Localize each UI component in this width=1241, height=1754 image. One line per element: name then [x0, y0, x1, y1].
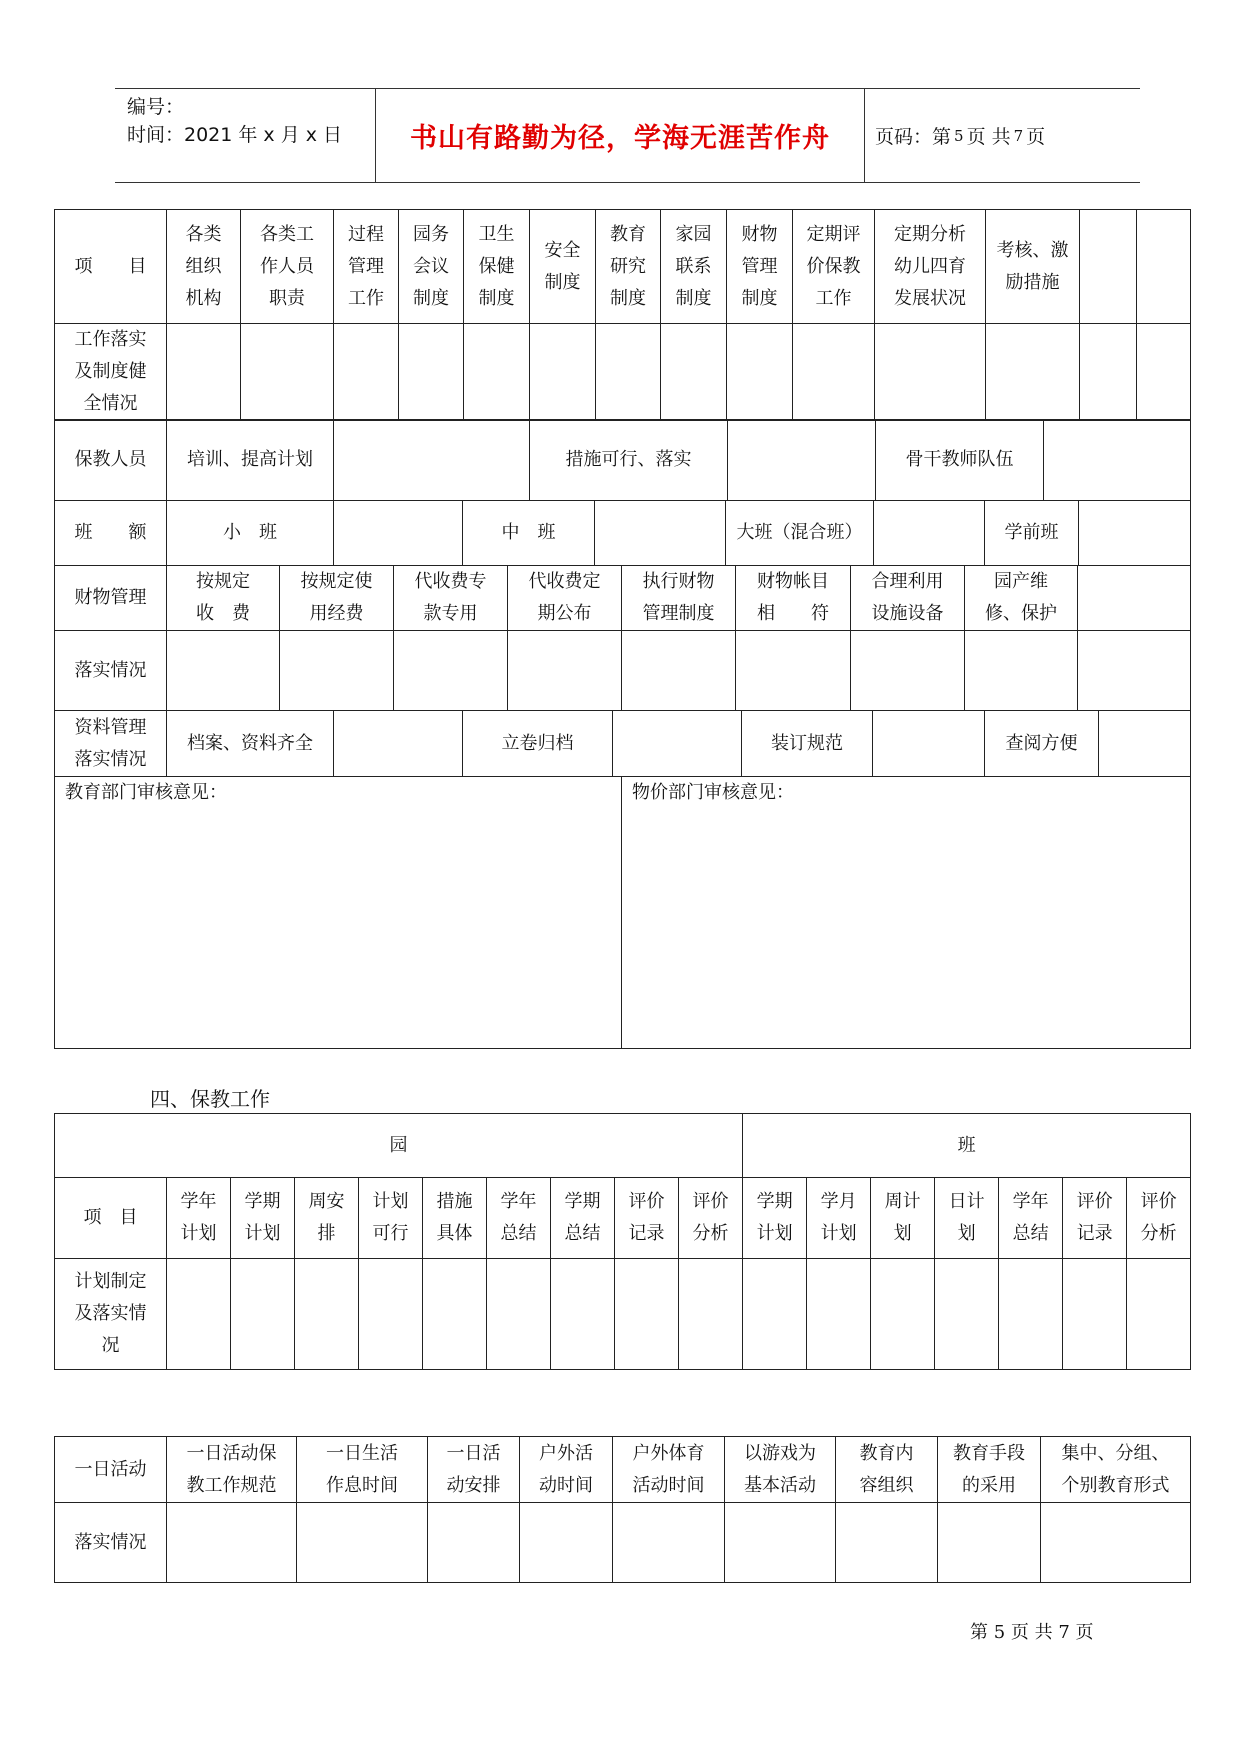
blank-cell [231, 1259, 295, 1370]
blank-cell [613, 711, 742, 777]
docs-binding: 装订规范 [742, 711, 873, 777]
blank-cell [167, 631, 280, 711]
class-middle: 中 班 [463, 501, 595, 566]
finance-col: 财物帐目 相 符 [736, 566, 851, 631]
daily-col: 集中、分组、 个别教育形式 [1041, 1437, 1191, 1503]
row-project [55, 210, 1191, 324]
blank-cell [986, 324, 1080, 421]
blank-cell [871, 1259, 935, 1370]
project-col: 各类 组织 机构 [167, 210, 241, 324]
blank-cell [595, 501, 726, 566]
docs-complete: 档案、资料齐全 [167, 711, 334, 777]
blank-cell [399, 324, 464, 421]
finance-col: 按规定使 用经费 [280, 566, 394, 631]
row-finance-impl [55, 631, 1191, 711]
row-plan [55, 1259, 1191, 1370]
docs-table [54, 710, 1191, 777]
finance-col: 代收费专 款专用 [394, 566, 508, 631]
row-class [55, 501, 1191, 566]
project-col: 各类工 作人员 职责 [241, 210, 334, 324]
daily-activity-table [54, 1436, 1191, 1583]
blank-cell [297, 1503, 428, 1583]
blank-cell [295, 1259, 359, 1370]
class-table [54, 500, 1191, 566]
blank-cell [423, 1259, 487, 1370]
daily-impl-label: 落实情况 [55, 1503, 167, 1583]
finance-col: 园产维 修、保护 [965, 566, 1078, 631]
row-staff [55, 420, 1191, 501]
finance-impl-label: 落实情况 [55, 631, 167, 711]
blank-cell [1099, 711, 1191, 777]
project-label: 项 目 [55, 210, 167, 324]
blank-cell [874, 501, 985, 566]
blank-cell [167, 1259, 231, 1370]
class-col: 评价 分析 [1127, 1178, 1191, 1259]
blank-cell [736, 631, 851, 711]
blank-cell [1137, 324, 1191, 421]
row-items [55, 1178, 1191, 1259]
class-col: 日计 划 [935, 1178, 999, 1259]
blank-cell [1041, 1503, 1191, 1583]
blank-cell [661, 324, 727, 421]
blank-cell [727, 324, 793, 421]
blank-cell [1137, 210, 1191, 324]
blank-cell [615, 1259, 679, 1370]
blank-cell [334, 501, 463, 566]
blank-cell [875, 324, 986, 421]
blank-cell [394, 631, 508, 711]
blank-cell [487, 1259, 551, 1370]
garden-col: 评价 记录 [615, 1178, 679, 1259]
garden-col: 计划 可行 [359, 1178, 423, 1259]
finance-table [54, 565, 1191, 711]
blank-cell [428, 1503, 520, 1583]
staff-class-table [54, 419, 1191, 501]
staff-backbone: 骨干教师队伍 [876, 420, 1044, 501]
items-label: 项 目 [55, 1178, 167, 1259]
class-large: 大班（混合班） [726, 501, 874, 566]
finance-col: 代收费定 期公布 [508, 566, 622, 631]
blank-cell [1127, 1259, 1191, 1370]
number-label: 编号： [127, 96, 185, 118]
garden-header: 园 [55, 1114, 743, 1178]
blank-cell [508, 631, 622, 711]
blank-cell [1080, 324, 1137, 421]
blank-cell [1044, 420, 1191, 501]
motto: 书山有路勤为径，学海无涯苦作舟 [375, 89, 865, 182]
page-num: 5 [954, 126, 964, 145]
blank-cell [359, 1259, 423, 1370]
blank-cell [965, 631, 1078, 711]
blank-cell [1063, 1259, 1127, 1370]
page-prefix: 页码：第 [875, 126, 952, 148]
page-mid: 页 共 [966, 126, 1011, 148]
blank-cell [725, 1503, 836, 1583]
garden-col: 评价 分析 [679, 1178, 743, 1259]
blank-cell [851, 631, 965, 711]
row-daily [55, 1437, 1191, 1503]
garden-col: 措施 具体 [423, 1178, 487, 1259]
page-header [115, 88, 1140, 183]
project-col: 教育 研究 制度 [596, 210, 661, 324]
class-col: 学期 计划 [743, 1178, 807, 1259]
daily-label: 一日活动 [55, 1437, 167, 1503]
garden-col: 学期 计划 [231, 1178, 295, 1259]
project-col: 考核、激 励措施 [986, 210, 1080, 324]
review-price: 物价部门审核意见： [622, 777, 1191, 1049]
class-small: 小 班 [167, 501, 334, 566]
finance-col: 按规定 收 费 [167, 566, 280, 631]
daily-col: 户外体育 活动时间 [613, 1437, 725, 1503]
blank-cell [873, 711, 985, 777]
row-review [55, 777, 1191, 1049]
daily-col: 一日活动保 教工作规范 [167, 1437, 297, 1503]
blank-cell [241, 324, 334, 421]
daily-col: 户外活 动时间 [520, 1437, 613, 1503]
blank-cell [167, 1503, 297, 1583]
class-col: 学年 总结 [999, 1178, 1063, 1259]
blank-cell [334, 711, 463, 777]
docs-label: 资料管理 落实情况 [55, 711, 167, 777]
blank-cell [613, 1503, 725, 1583]
project-col: 家园 联系 制度 [661, 210, 727, 324]
blank-cell [520, 1503, 613, 1583]
page-suffix: 页 [1026, 126, 1046, 148]
blank-cell [464, 324, 530, 421]
project-col: 园务 会议 制度 [399, 210, 464, 324]
class-col: 学月 计划 [807, 1178, 871, 1259]
blank-cell [679, 1259, 743, 1370]
review-edu: 教育部门审核意见： [55, 777, 622, 1049]
blank-cell [596, 324, 661, 421]
blank-cell [938, 1503, 1041, 1583]
time-label: 时间：2021 年 x 月 x 日 [127, 124, 343, 146]
header-meta [127, 93, 342, 149]
work-label: 工作落实 及制度健 全情况 [55, 324, 167, 421]
project-col: 安全 制度 [530, 210, 596, 324]
blank-cell [793, 324, 875, 421]
care-work-table [54, 1113, 1191, 1370]
project-col: 定期分析 幼儿四育 发展状况 [875, 210, 986, 324]
garden-col: 学年 总结 [487, 1178, 551, 1259]
docs-filing: 立卷归档 [463, 711, 613, 777]
class-col: 评价 记录 [1063, 1178, 1127, 1259]
project-col: 过程 管理 工作 [334, 210, 399, 324]
class-preschool: 学前班 [985, 501, 1079, 566]
finance-label: 财物管理 [55, 566, 167, 631]
finance-col: 执行财物 管理制度 [622, 566, 736, 631]
blank-cell [1078, 631, 1191, 711]
class-col: 周计 划 [871, 1178, 935, 1259]
blank-cell [1079, 501, 1191, 566]
project-col: 卫生 保健 制度 [464, 210, 530, 324]
row-docs [55, 711, 1191, 777]
section-title: 四、保教工作 [150, 1087, 270, 1111]
blank-cell [728, 420, 876, 501]
blank-cell [1080, 210, 1137, 324]
project-col: 财物 管理 制度 [727, 210, 793, 324]
row-finance [55, 566, 1191, 631]
daily-col: 一日活 动安排 [428, 1437, 520, 1503]
page-total: 7 [1013, 126, 1024, 145]
staff-training: 培训、提高计划 [167, 420, 334, 501]
blank-cell [167, 324, 241, 421]
project-col: 定期评 价保教 工作 [793, 210, 875, 324]
blank-cell [1078, 566, 1191, 631]
blank-cell [807, 1259, 871, 1370]
garden-col: 学年 计划 [167, 1178, 231, 1259]
row-scope [55, 1114, 1191, 1178]
page-footer: 第 5 页 共 7 页 [970, 1622, 1094, 1643]
blank-cell [935, 1259, 999, 1370]
blank-cell [334, 324, 399, 421]
class-header: 班 [743, 1114, 1191, 1178]
docs-access: 查阅方便 [985, 711, 1099, 777]
blank-cell [280, 631, 394, 711]
garden-col: 周安 排 [295, 1178, 359, 1259]
blank-cell [836, 1503, 938, 1583]
management-table [54, 209, 1191, 421]
blank-cell [999, 1259, 1063, 1370]
garden-col: 学期 总结 [551, 1178, 615, 1259]
finance-col: 合理利用 设施设备 [851, 566, 965, 631]
daily-col: 以游戏为 基本活动 [725, 1437, 836, 1503]
daily-col: 教育手段 的采用 [938, 1437, 1041, 1503]
staff-label: 保教人员 [55, 420, 167, 501]
class-label: 班 额 [55, 501, 167, 566]
blank-cell [334, 420, 530, 501]
blank-cell [530, 324, 596, 421]
blank-cell [551, 1259, 615, 1370]
plan-label: 计划制定 及落实情 况 [55, 1259, 167, 1370]
row-work [55, 324, 1191, 421]
row-daily-impl [55, 1503, 1191, 1583]
blank-cell [622, 631, 736, 711]
daily-col: 一日生活 作息时间 [297, 1437, 428, 1503]
staff-measures: 措施可行、落实 [530, 420, 728, 501]
daily-col: 教育内 容组织 [836, 1437, 938, 1503]
page-indicator [875, 89, 1045, 182]
review-table [54, 776, 1191, 1049]
blank-cell [743, 1259, 807, 1370]
